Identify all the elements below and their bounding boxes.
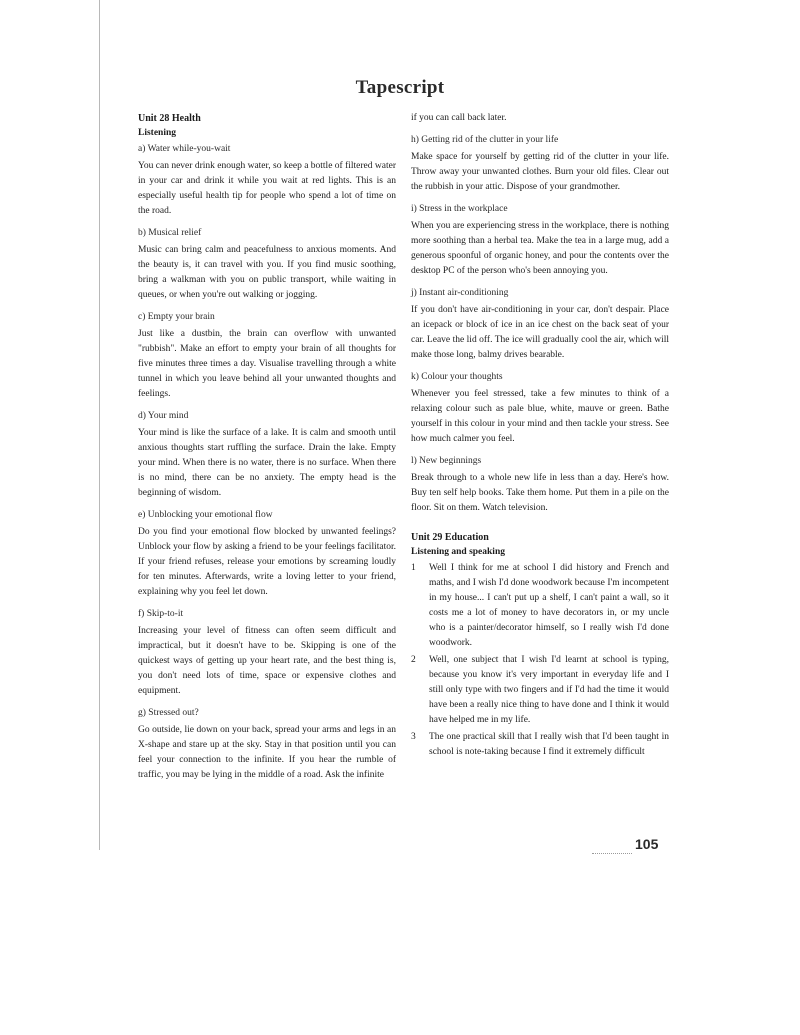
tip-body: Go outside, lie down on your back, spread your arms and legs in an X-shape and stare up at the sky. Stay in that position until you can feel your connection to the infinite. If you hear the rumble of traffic, you may be lying in the middle of a road. Ask the infinite — [138, 725, 396, 780]
tip-title: h) Getting rid of the clutter in your life — [411, 135, 559, 145]
tip-e — [138, 508, 396, 600]
tip-body: Your mind is like the surface of a lake. It is calm and smooth until anxious thoughts start ruffling the surface. Drain the lake. Empty your mind. When there is no water, there is no surface. When there is no mind, there can be no anxiety. The empty head is the beginning of wisdom. — [138, 428, 396, 498]
list-item — [411, 561, 669, 651]
list-item — [411, 653, 669, 728]
unit-29-heading: Unit 29 Education — [411, 532, 489, 543]
unit-29 — [411, 530, 669, 760]
list-item-text: Well I think for me at school I did history and French and maths, and I wish I'd done woodwork because I'm incompetent in my house... I can't put up a shelf, I can't paint a wall, so it costs me a lot of money to have decorators in, or my uncle who is a painter/decorator himself, so I really wish I'd done woodwork. — [429, 563, 669, 648]
tip-title: a) Water while-you-wait — [138, 144, 231, 154]
list-item — [411, 730, 669, 760]
transcript-list — [411, 561, 669, 760]
tip-body: You can never drink enough water, so keep a bottle of filtered water in your car and drink it while you wait at red lights. This is an especially useful health tip for people who spend a lot of time on the road. — [138, 161, 396, 216]
tip-body: Break through to a whole new life in less than a day. Here's how. Buy ten self help books. Take them home. Put them in a pile on the floor. Sit on them. Watch television. — [411, 473, 669, 513]
list-item-number: 1 — [411, 563, 416, 573]
tip-k — [411, 370, 669, 447]
tip-body: Music can bring calm and peacefulness to anxious moments. And the beauty is, it can travel with you. If you find music soothing, bring a walkman with you on public transport, while waiting in queues, or when you're out walking or jogging. — [138, 245, 396, 300]
tip-title: g) Stressed out? — [138, 708, 199, 718]
tip-title: k) Colour your thoughts — [411, 372, 503, 382]
tip-i — [411, 202, 669, 279]
tip-j — [411, 286, 669, 363]
tip-title: l) New beginnings — [411, 456, 482, 466]
tip-body: Make space for yourself by getting rid of the clutter in your life. Throw away your unwanted clothes. Burn your old files. Clear out the rubbish in your attic. Dispose of your grandmother. — [411, 152, 669, 192]
tip-l — [411, 454, 669, 516]
tip-body: Increasing your level of fitness can often seem difficult and impractical, but it doesn't have to be. Skipping is one of the quickest ways of getting up your heart rate, and the best thing is, you don't need lots of time, space or expensive clothes and equipment. — [138, 626, 396, 696]
list-item-number: 2 — [411, 655, 416, 665]
tip-b — [138, 226, 396, 303]
tip-title: c) Empty your brain — [138, 312, 215, 322]
tip-body: If you don't have air-conditioning in your car, don't despair. Place an icepack or block of ice in an ice chest on the back seat of your car. Leave the lid off. The ice will gradually cool the air, which will make those long, balmy drives bearable. — [411, 305, 669, 360]
tip-title: f) Skip-to-it — [138, 609, 184, 619]
page-number: 105 — [635, 836, 659, 852]
tip-title: j) Instant air-conditioning — [411, 288, 509, 298]
unit-28-heading: Unit 28 Health — [138, 113, 201, 124]
tip-c — [138, 310, 396, 402]
unit-29-section-heading: Listening and speaking — [411, 547, 505, 557]
list-item-number: 3 — [411, 732, 416, 742]
tip-g-continuation: if you can call back later. — [411, 113, 507, 123]
tip-title: d) Your mind — [138, 411, 189, 421]
tip-title: b) Musical relief — [138, 228, 202, 238]
tip-f — [138, 607, 396, 699]
tip-h — [411, 133, 669, 195]
tip-body: Do you find your emotional flow blocked by unwanted feelings? Unblock your flow by asking a friend to be your feelings facilitator. If your friend refuses, release your emotions by screaming loudly for ten minutes. Afterwards, write a loving letter to your friend, explaining why you feel let down. — [138, 527, 396, 597]
tip-body: Whenever you feel stressed, take a few minutes to think of a relaxing colour such as pale blue, white, mauve or green. Bathe yourself in this colour in your mind and then tackle your stress. See how much calmer you feel. — [411, 389, 669, 444]
tip-d — [138, 409, 396, 501]
left-column — [138, 111, 396, 790]
list-item-text: The one practical skill that I really wish that I'd been taught in school is note-taking because I find it extremely difficult — [429, 732, 669, 757]
list-item-text: Well, one subject that I wish I'd learnt at school is typing, because you know it's very important in everyday life and I still only type with two fingers and if I'd had the time it would have been a really nice thing to have done and I think it would have helped me in my life. — [429, 655, 669, 725]
binding-line — [99, 0, 100, 850]
right-column — [411, 111, 669, 762]
tip-body: When you are experiencing stress in the workplace, there is nothing more soothing than a herbal tea. Make the tea in a large mug, add a generous spoonful of organic honey, and pour the contents over the desktop PC of the person who's been annoying you. — [411, 221, 669, 276]
tip-a — [138, 142, 396, 219]
tip-g — [138, 706, 396, 783]
unit-28-section-heading: Listening — [138, 128, 177, 138]
decorative-rule — [592, 853, 632, 855]
tip-title: e) Unblocking your emotional flow — [138, 510, 273, 520]
tip-title: i) Stress in the workplace — [411, 204, 508, 214]
tip-body: Just like a dustbin, the brain can overflow with unwanted "rubbish". Make an effort to empty your brain of all thoughts for five minutes three times a day. Visualise travelling through a white tunnel in which you leave behind all your unwanted thoughts and feelings. — [138, 329, 396, 399]
page-title: Tapescript — [355, 76, 445, 98]
